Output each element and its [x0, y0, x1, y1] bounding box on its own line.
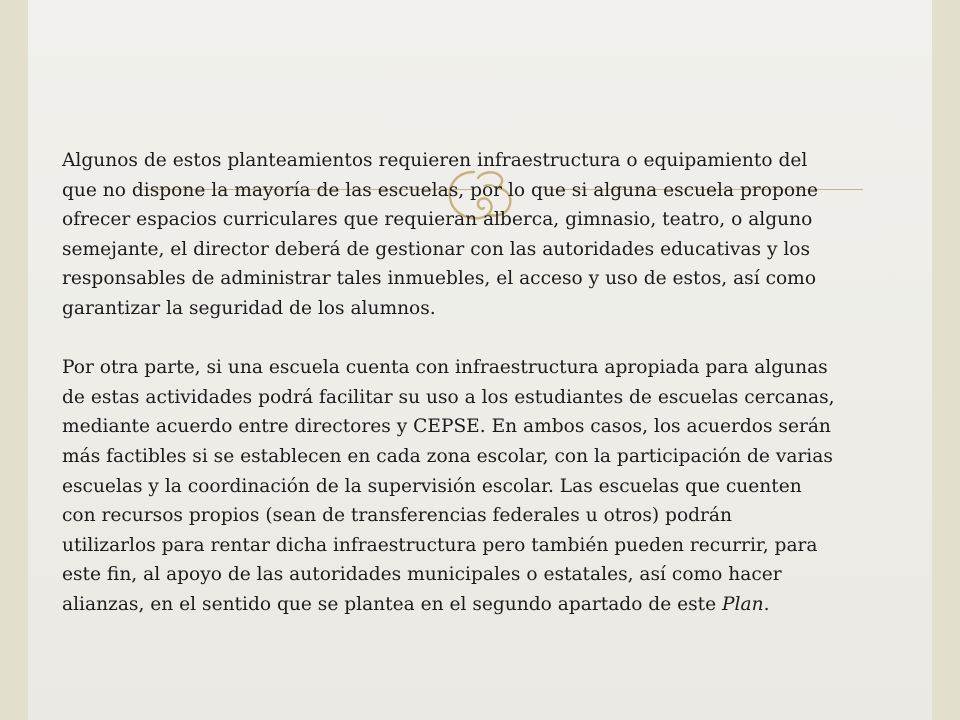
- paragraph-infraestructura: Algunos de estos planteamientos requieren infraestructura o equipamiento del que no dispone la mayoría de las escuelas, por lo que si alguna escuela propone ofrecer espacios curriculares que requieran alberca, gimnasio, teatro, o alguno semejante, el director deberá de gestionar con las autoridades educativas y los responsables de administrar tales inmuebles, el acceso y uso de estos, así como garantizar la seguridad de los alumnos.: [62, 150, 819, 319]
- slide-content: [62, 146, 922, 620]
- plan-emphasis: Plan: [722, 593, 764, 615]
- paragraph-otra-parte-end: .: [763, 593, 770, 615]
- paragraph-otra-parte-text: Por otra parte, si una escuela cuenta con infraestructura apropiada para algunas de estas actividades podrá facilitar su uso a los estudiantes de escuelas cercanas, mediante acuerdo entre directores y CEPSE. En ambos casos, los acuerdos serán más factibles si se establecen en cada zona escolar, con la participación de varias escuelas y la coordinación de la supervisión escolar. Las escuelas que cuenten con recursos propios (sean de transferencias federales u otros) podrán utilizarlos para rentar dicha infraestructura pero también pueden recurrir, para este fin, al apoyo de las autoridades municipales o estatales, así como hacer alianzas, en el sentido que se plantea en el segundo apartado de este: [62, 357, 835, 615]
- paragraph-otra-parte: [62, 353, 922, 619]
